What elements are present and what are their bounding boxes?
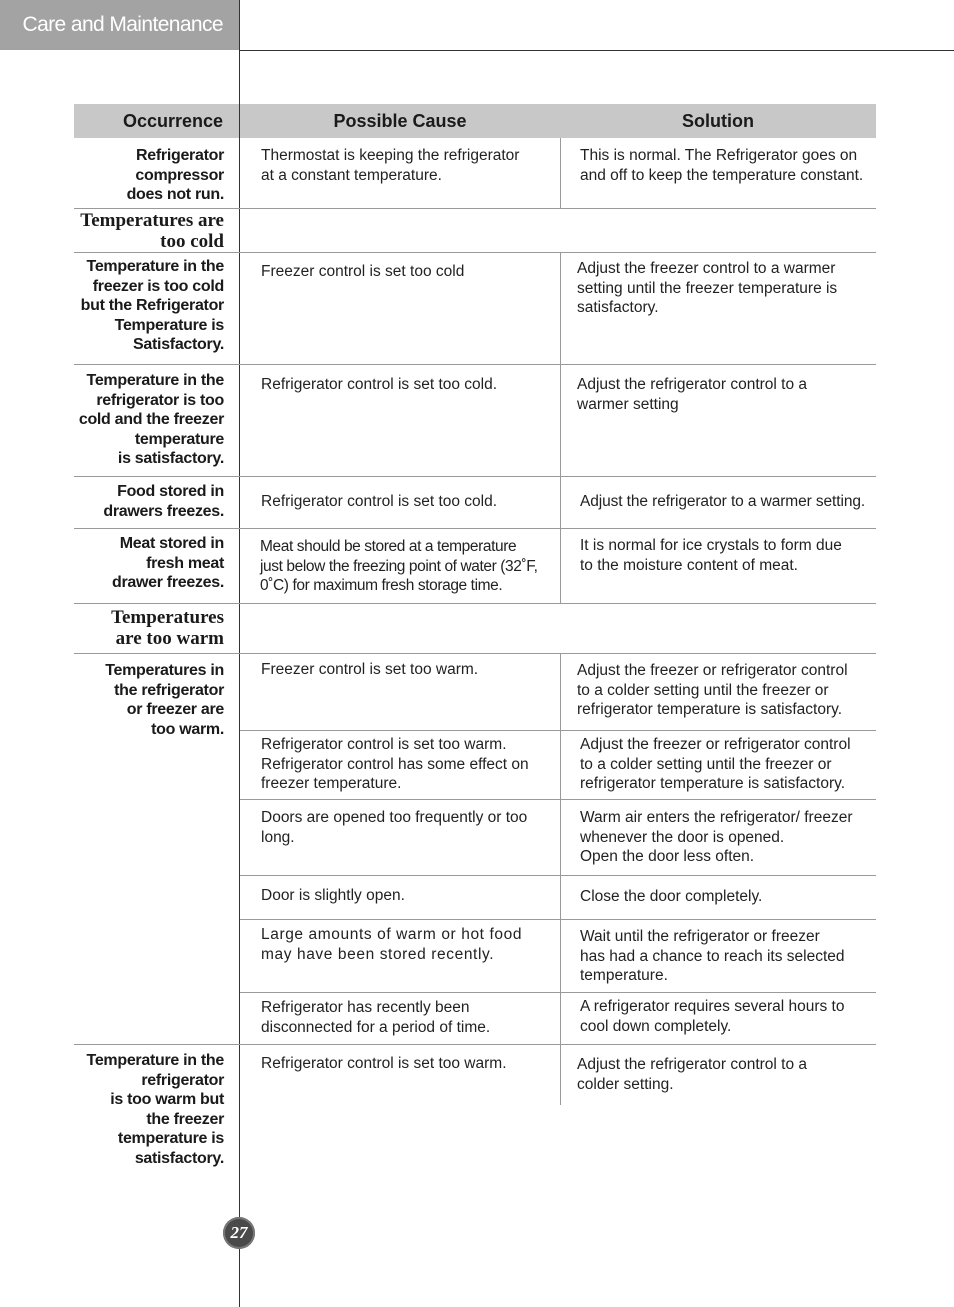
row-divider [74,252,876,253]
cause-text: Doors are opened too frequently or too long. [261,809,528,846]
cause-text: Refrigerator control is set too cold. [261,376,498,393]
occurrence-compressor: Refrigerator compressor does not run. [126,147,224,203]
occurrence-refrigerator-too-warm: Temperature in the refrigerator is too warm but the freezer temperature is satisfactory. [86,1052,224,1167]
column-header-occurrence [74,104,239,138]
solution-text: This is normal. The Refrigerator goes on and off to keep the temperature constant. [580,147,864,184]
cause-text: Door is slightly open. [261,887,405,904]
column-divider [560,138,561,208]
occurrence-freezer-too-cold: Temperature in the freezer is too cold but the Refrigerator Temperature is Satisfactory. [80,258,224,353]
solution-text: Adjust the refrigerator control to a warmer setting [577,376,808,413]
column-header-occurrence-label: Occurrence [122,110,223,131]
row-divider [240,799,876,800]
column-header-cause-label: Possible Cause [333,110,467,131]
cause-text: Refrigerator control is set too warm. Refrigerator control has some effect on freezer temperature. [261,736,529,792]
occurrence-meat-freezes: Meat stored in fresh meat drawer freezes. [111,535,224,591]
row-divider [240,875,876,876]
section-title: Care and Maintenance [0,0,239,50]
page-number: 27 [230,1223,248,1242]
solution-text: Adjust the freezer or refrigerator control to a colder setting until the freezer or refrigerator temperature is satisfactory. [580,736,851,792]
column-divider [560,252,561,603]
solution-text: Adjust the refrigerator control to a colder setting. [577,1056,808,1093]
solution-text: Close the door completely. [580,888,763,905]
cause-text: Thermostat is keeping the refrigerator at a constant temperature. [261,147,520,184]
row-divider [240,730,876,731]
row-divider [74,1044,876,1045]
cause-text: Refrigerator control is set too warm. [261,1055,507,1072]
cause-text: Freezer control is set too cold [261,263,465,280]
category-too-warm: Temperatures are too warm [111,607,224,649]
cause-text: Freezer control is set too warm. [261,661,479,678]
occurrence-refrigerator-too-cold: Temperature in the refrigerator is too cold and the freezer temperature is satisfactory. [78,372,224,467]
solution-text: Warm air enters the refrigerator/ freezer whenever the door is opened. Open the door less often. [580,809,853,865]
row-divider [74,364,876,365]
page-number-badge [223,1217,255,1249]
cause-text: Refrigerator has recently been disconnected for a period of time. [261,999,491,1036]
row-divider [74,603,876,604]
cause-text: Large amounts of warm or hot food may have been stored recently. [261,926,523,963]
cause-text: Refrigerator control is set too cold. [261,493,498,510]
solution-text: A refrigerator requires several hours to cool down completely. [580,998,845,1035]
occurrence-both-too-warm: Temperatures in the refrigerator or freezer are too warm. [105,662,224,738]
solution-text: Adjust the freezer control to a warmer setting until the freezer temperature is satisfactory. [577,260,838,316]
solution-text: Adjust the freezer or refrigerator control to a colder setting until the freezer or refrigerator temperature is satisfactory. [577,662,848,718]
column-header-solution [560,104,876,138]
row-divider [74,476,876,477]
column-header-cause [240,104,560,138]
solution-text: Adjust the refrigerator to a warmer setting. [580,493,866,510]
row-divider [74,528,876,529]
category-too-cold: Temperatures are too cold [80,210,224,252]
cause-text: Meat should be stored at a temperature just below the freezing point of water (32˚F, 0˚C) for maximum fresh storage time. [260,538,538,594]
row-divider [74,653,876,654]
column-header-solution-label: Solution [682,110,754,131]
column-divider [560,653,561,1105]
row-divider [240,919,876,920]
solution-text: Wait until the refrigerator or freezer has had a chance to reach its selected temperature. [580,928,845,984]
row-divider [74,208,876,209]
occurrence-food-freezes: Food stored in drawers freezes. [103,483,224,520]
header-rule [239,50,954,51]
row-divider [240,992,876,993]
solution-text: It is normal for ice crystals to form due to the moisture content of meat. [580,537,842,574]
